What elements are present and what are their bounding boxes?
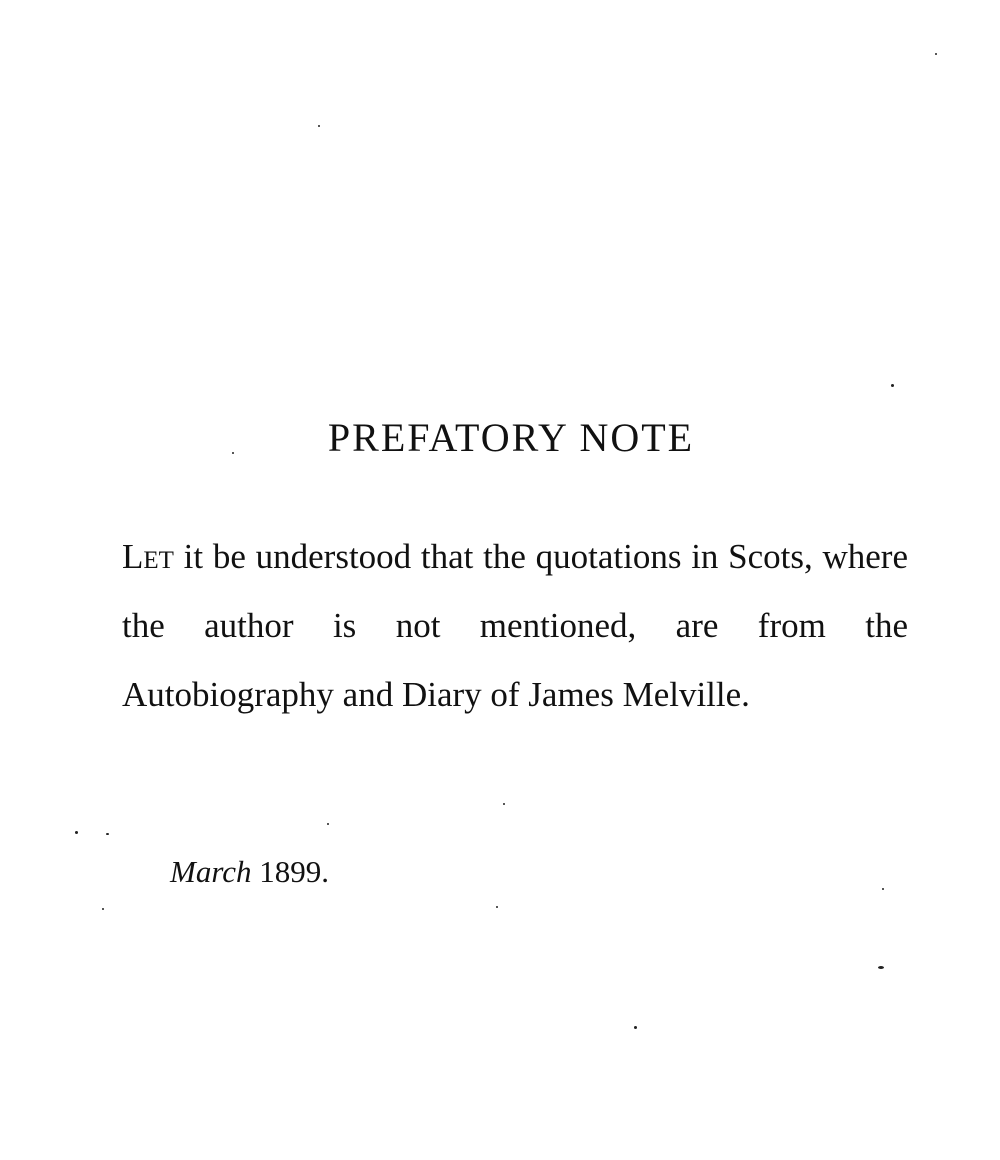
scan-speck — [102, 908, 104, 910]
scan-speck — [503, 803, 505, 805]
dateline-year: 1899. — [259, 854, 329, 889]
scan-speck — [318, 125, 320, 127]
dateline-month: March — [170, 854, 252, 889]
scan-speck — [634, 1026, 637, 1029]
lead-word: Let — [122, 537, 174, 576]
scan-speck — [327, 823, 329, 825]
scan-speck — [882, 888, 884, 890]
scan-speck — [106, 833, 109, 835]
scan-speck — [878, 966, 884, 969]
scan-speck — [935, 53, 937, 55]
body-text: it be understood that the quotations in Scots, where the author is not mentioned, are from the Autobiography and Diary of James Melville. — [122, 537, 908, 714]
scan-speck — [232, 452, 234, 454]
scan-speck — [75, 831, 78, 834]
scan-speck — [496, 906, 498, 908]
dateline — [170, 854, 329, 890]
page-title: PREFATORY NOTE — [327, 415, 695, 460]
scan-speck — [891, 384, 894, 387]
prefatory-note-body — [122, 522, 908, 729]
